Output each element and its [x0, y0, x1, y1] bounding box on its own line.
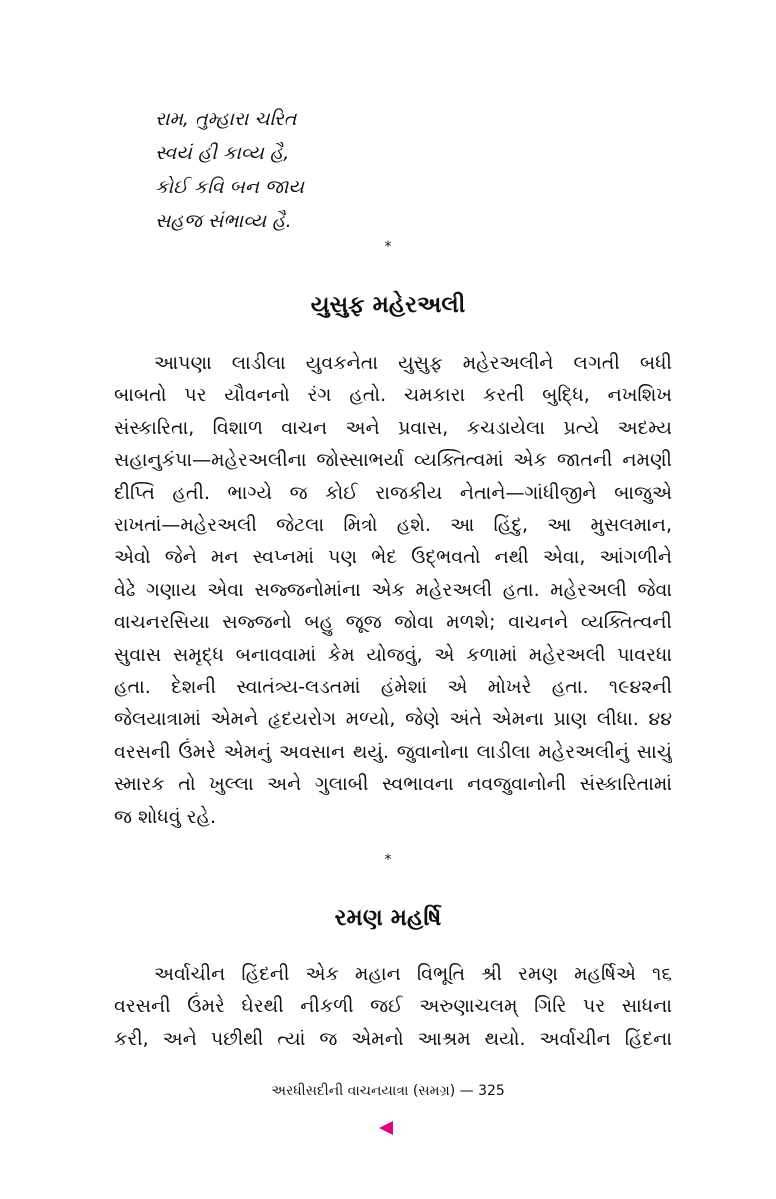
paragraph-raman-maharshi: [114, 958, 672, 1055]
paragraph-line: સુવાસ સમૃદ્ધ બનાવવામાં કેમ યોજવું, એ કળામાં મહેરઅલી પાવરધા: [114, 643, 672, 666]
page-footer: અરધીસદીની વાચનયાત્રા (સમગ્ર) — 325: [271, 1083, 505, 1099]
paragraph-line: વેઢે ગણાય એવા સજ્જનોમાંના એક મહેરઅલી હતા. મહેરઅલી જેવા: [114, 578, 672, 601]
poem-line: સ્વયં હી કાવ્ય હૈ,: [155, 142, 290, 164]
paragraph-line: જેલયાત્રામાં એમને હૃદયરોગ મળ્યો, જેણે અંતે એમના પ્રાણ લીધા. ૪૪: [114, 708, 672, 731]
poem-block: [155, 102, 555, 238]
paragraph-yusuf-meherally: [114, 347, 672, 833]
poem-line: સહજ સંભાવ્ય હૈ.: [155, 210, 292, 232]
paragraph-line: હતા. દેશની સ્વાતંત્ર્ય-લડતમાં હંમેશાં એ મોખરે હતા. ૧૯૪૨ની: [114, 676, 672, 699]
paragraph-line: સ્મારક તો ખુલ્લા અને ગુલાબી સ્વભાવના નવજુવાનોની સંસ્કારિતામાં: [114, 773, 672, 796]
previous-page-arrow-icon[interactable]: [379, 1121, 393, 1135]
section-heading-yusuf-meherally: યુસુફ મહેરઅલી: [310, 292, 466, 318]
paragraph-line: દીપ્તિ હતી. ભાગ્યે જ કોઈ રાજકીય નેતાને—ગાંધીજીને બાજુએ: [114, 481, 672, 504]
paragraph-line: વરસની ઉંમરે ઘેરથી નીકળી જઈ અરુણાચલમ્ ગિરિ પર સાધના: [114, 995, 672, 1018]
section-separator: *: [384, 239, 392, 255]
paragraph-line: રાખતાં—મહેરઅલી જેટલા મિત્રો હશે. આ હિંદુ, આ મુસલમાન,: [114, 514, 672, 537]
poem-line: રામ, તુમ્હારા ચરિત: [155, 108, 297, 130]
paragraph-line: વરસની ઉંમરે એમનું અવસાન થયું. જુવાનોના લાડીલા મહેરઅલીનું સાચું: [114, 740, 672, 763]
section-separator: *: [384, 852, 392, 868]
paragraph-line: અર્વાચીન હિંદની એક મહાન વિભૂતિ શ્રી રમણ મહર્ષિએ ૧૬: [154, 963, 672, 985]
paragraph-line: વાચનરસિયા સજ્જનો બહુ જૂજ જોવા મળશે; વાચનને વ્યક્તિત્વની: [114, 611, 672, 634]
paragraph-line: એવો જેને મન સ્વપ્નમાં પણ ભેદ ઉદ્ભવતો નથી એવા, આંગળીને: [114, 546, 672, 569]
paragraph-line: સંસ્કારિતા, વિશાળ વાચન અને પ્રવાસ, કચડાયેલા પ્રત્યે અદમ્ય: [114, 416, 672, 439]
poem-line: કોઈ કવિ બન જાય: [155, 176, 304, 198]
paragraph-line: બાબતો પર યૌવનનો રંગ હતો. ચમકારા કરતી બુદ્ધિ, નખશિખ: [114, 384, 672, 407]
paragraph-line: સહાનુકંપા—મહેરઅલીના જોસ્સાભર્યા વ્યક્તિત્વમાં એક જાતની નમણી: [114, 449, 672, 472]
section-heading-raman-maharshi: રમણ મહર્ષિ: [334, 905, 442, 931]
paragraph-line: આપણા લાડીલા યુવકનેતા યુસુફ મહેરઅલીને લગતી બધી: [154, 352, 672, 374]
paragraph-line: કરી, અને પછીથી ત્યાં જ એમનો આશ્રમ થયો. અર્વાચીન હિંદના: [114, 1027, 672, 1050]
paragraph-line: જ શોધવું રહે.: [114, 805, 217, 828]
